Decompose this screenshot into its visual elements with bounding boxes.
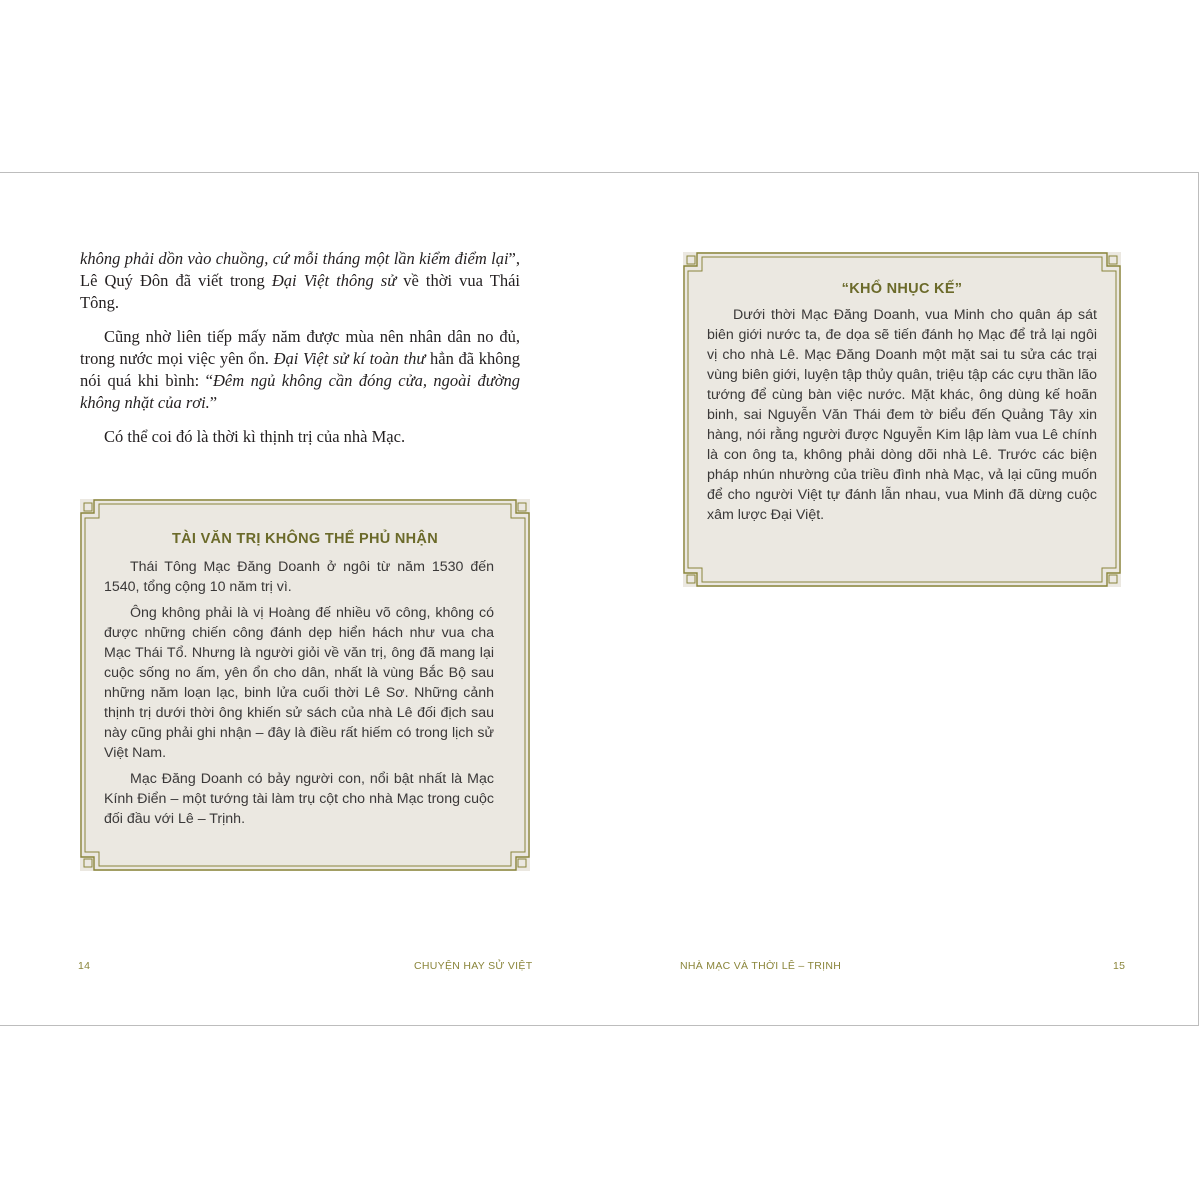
text-run: Cũng nhờ liên tiếp mấy năm được mùa nên nhân dân no đủ, trong nước mọi việc yên ổn. — [80, 327, 520, 368]
left-box-paragraph: Ông không phải là vị Hoàng đế nhiều võ công, không có được những chiến công đánh dẹp hiển hách như vua cha Mạc Thái Tổ. Nhưng là người giỏi về văn trị, ông đã mang lại cuộc sống no ấm, yên ổn cho dân, nhất là vùng Bắc Bộ sau những năm loạn lạc, binh lửa cuối thời Lê Sơ. Những cảnh thịnh trị dưới thời ông khiến sử sách của nhà Lê đối địch sau này cũng phải ghi nhận – đây là điều rất hiếm có trong lịch sử Việt Nam. — [104, 605, 494, 761]
left-body-text — [80, 248, 520, 460]
left-paragraph-2 — [80, 326, 520, 414]
text-run: Có thể coi đó là thời kì thịnh trị của nhà Mạc. — [104, 427, 406, 446]
left-box-paragraph: Thái Tông Mạc Đăng Doanh ở ngôi từ năm 1530 đến 1540, tổng cộng 10 năm trị vì. — [104, 559, 494, 595]
right-sidebar-box — [683, 252, 1121, 587]
text-run: hẳn đã không nói quá khi bình: “ — [80, 349, 520, 390]
left-paragraph-1 — [80, 248, 520, 314]
page-number-left: 14 — [78, 960, 91, 972]
italic-text-run: Đêm ngủ không cần đóng cửa, ngoài đường không nhặt của rơi. — [80, 371, 521, 412]
right-box-paragraph: Dưới thời Mạc Đăng Doanh, vua Minh cho quân áp sát biên giới nước ta, đe dọa sẽ tiến đánh họ Mạc để trả lại ngôi vị cho nhà Lê. Mạc Đăng Doanh một mặt sai tu sửa các trại vùng biên giới, luyện tập thủy quân, triệu tập các cựu thần lão tướng để cùng bàn việc nước. Mặt khác, ông dùng kế hoãn binh, sai Nguyễn Văn Thái đem tờ biểu đến Quảng Tây xin hàng, nói rằng người được Nguyễn Kim lập làm vua Lê chính là con ông ta, không phải dòng dõi nhà Lê. Trước các biện pháp nhún nhường của triều đình nhà Mạc, vả lại cũng muốn để cho người Việt tự đánh lẫn nhau, vua Minh đã dừng cuộc xâm lược Đại Việt. — [707, 307, 1097, 523]
right-box-title: “KHỔ NHỤC KẾ” — [841, 281, 963, 297]
page-number-right: 15 — [1113, 960, 1126, 972]
text-run: về thời vua Thái Tông. — [80, 271, 520, 312]
left-sidebar-box — [80, 499, 530, 871]
running-title-right: NHÀ MẠC VÀ THỜI LÊ – TRỊNH — [680, 960, 842, 972]
left-box-title: TÀI VĂN TRỊ KHÔNG THỂ PHỦ NHẬN — [172, 531, 438, 547]
text-run: ”, Lê Quý Đôn đã viết trong — [80, 249, 520, 290]
left-box-paragraph: Mạc Đăng Doanh có bảy người con, nổi bật nhất là Mạc Kính Điển – một tướng tài làm trụ cột cho nhà Mạc trong cuộc đối đầu với Lê – Trịnh. — [104, 771, 494, 827]
left-paragraph-3 — [80, 426, 520, 448]
italic-text-run: không phải dồn vào chuồng, cứ mỗi tháng một lần kiểm điểm lại — [80, 249, 509, 268]
right-box-body — [707, 305, 1097, 531]
italic-text-run: Đại Việt sử kí toàn thư — [273, 349, 426, 368]
italic-text-run: Đại Việt thông sử — [271, 271, 397, 290]
running-title-left: CHUYỆN HAY SỬ VIỆT — [414, 960, 533, 972]
text-run: ” — [209, 393, 218, 412]
left-box-body — [104, 557, 494, 835]
